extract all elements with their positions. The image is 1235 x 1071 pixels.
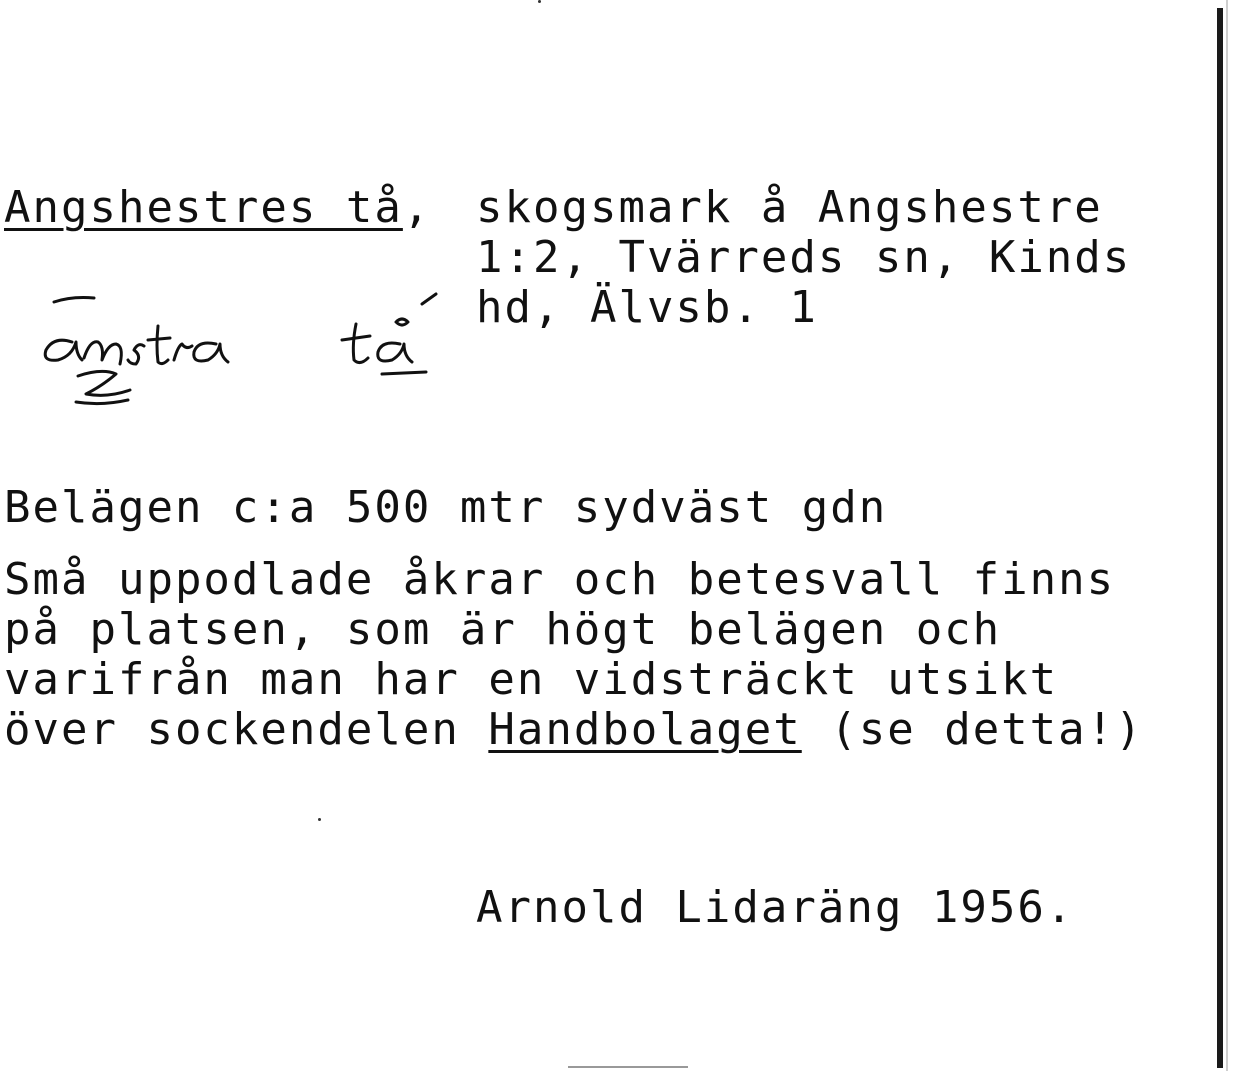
body-line-2: på platsen, som är högt belägen och xyxy=(4,604,1002,655)
description-line-1: skogsmark å Angshestre xyxy=(476,182,1103,233)
headword: Angshestres tå xyxy=(4,182,403,233)
headword-comma: , xyxy=(402,182,432,233)
handwritten-pronunciation xyxy=(32,290,452,410)
body-line-4-suffix: (se detta!) xyxy=(801,704,1144,755)
body-line-1: Små uppodlade åkrar och betesvall finns xyxy=(4,554,1116,605)
card-edge-shadow xyxy=(1217,8,1223,1068)
headword-line xyxy=(4,184,431,232)
signature: Arnold Lidaräng 1956. xyxy=(476,882,1075,933)
description-line-2: 1:2, Tvärreds sn, Kinds xyxy=(476,232,1132,283)
description-line-3: hd, Älvsb. 1 xyxy=(476,282,818,333)
body-line-4 xyxy=(4,706,1144,754)
card-edge-line xyxy=(1226,0,1228,1071)
location-line: Belägen c:a 500 mtr sydväst gdn xyxy=(4,482,888,533)
body-line-4-prefix: över sockendelen xyxy=(4,704,489,755)
ink-speck xyxy=(538,0,541,3)
cross-reference-link: Handbolaget xyxy=(488,704,802,755)
body-line-3: varifrån man har en vidsträckt utsikt xyxy=(4,654,1059,705)
ink-speck xyxy=(318,818,321,821)
bottom-scan-line xyxy=(568,1066,688,1068)
